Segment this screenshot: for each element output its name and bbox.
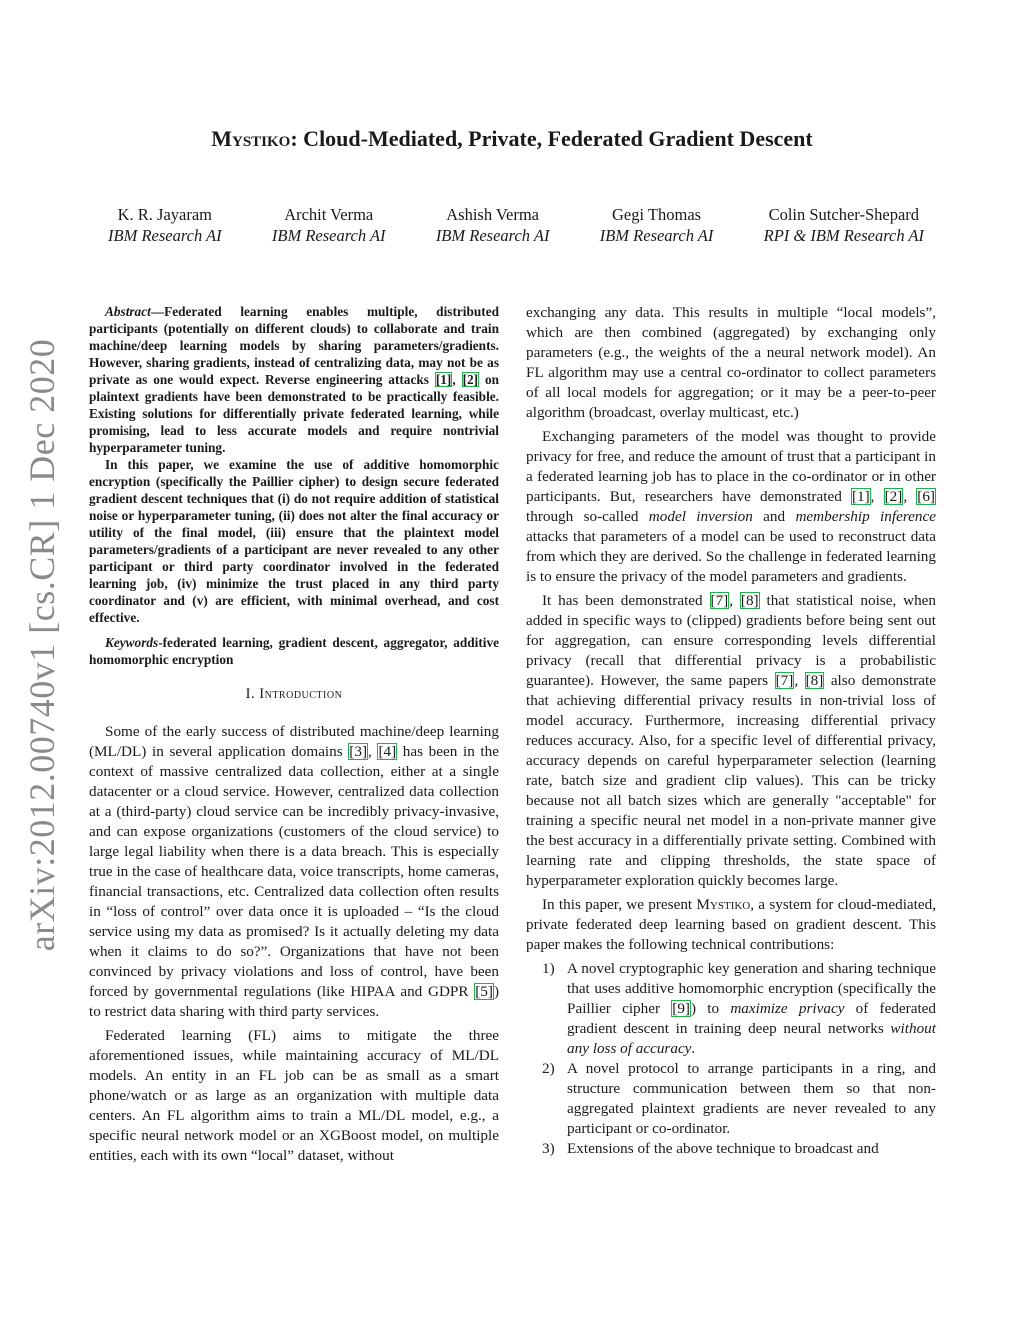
author-affiliation: IBM Research AI bbox=[599, 226, 714, 245]
author-name: Ashish Verma bbox=[446, 205, 539, 224]
citation-link[interactable]: [7] bbox=[710, 592, 729, 609]
arxiv-stamp bbox=[14, 338, 70, 952]
emphasis: maximize privacy bbox=[730, 1000, 845, 1017]
citation-link[interactable]: [5] bbox=[475, 983, 493, 1000]
separator: , bbox=[794, 672, 805, 689]
abstract-paragraph bbox=[89, 303, 499, 456]
list-number: 2) bbox=[542, 1060, 555, 1077]
citation-link[interactable]: [6] bbox=[917, 488, 935, 505]
section-heading bbox=[89, 684, 499, 704]
body-text: Extensions of the above technique to broadcast and bbox=[567, 1140, 879, 1157]
separator: , bbox=[729, 592, 740, 609]
citation-link[interactable]: [1] bbox=[851, 488, 870, 505]
author-name: Gegi Thomas bbox=[612, 205, 702, 224]
citation-link[interactable]: [8] bbox=[740, 592, 759, 609]
abstract-paragraph: In this paper, we examine the use of additive homomorphic encryption (specifically the Paillier cipher) to design secure federated gradient descent techniques that (i) do not require addition of statistical noise or hyperparameter tuning, (ii) does not alter the final accuracy or utility of the final model, (iii) ensure that the plaintext model parameters/gradients of a participant are never revealed to any other participant or third party coordinator involved in the federated learning job, (iv) minimize the trust placed in any third party coordinator and (v) are efficient, with minimal overhead, and cost effective. bbox=[89, 457, 499, 625]
body-paragraph: exchanging any data. This results in multiple “local models”, which are then combined (aggregated) by exchanging only parameters (e.g., the weights of the a neural network model). An FL algorithm may use a central co-ordinator to collect parameters of all local models for aggregation; or it may be a peer-to-peer algorithm (broadcast, overlay multicast, etc.) bbox=[526, 304, 936, 421]
body-paragraph bbox=[89, 722, 499, 1022]
body-text: that statistical noise, when added in specific ways to (clipped) gradients before being sent out for aggregation, can ensure corresponding levels differential privacy (recall that differential privacy is a probabilistic guarantee). However, the same papers bbox=[526, 592, 937, 689]
emphasis: without any loss of accuracy bbox=[567, 1020, 936, 1057]
list-number: 1) bbox=[542, 960, 555, 977]
keywords-text: -federated learning, gradient descent, aggregator, additive homomorphic encryption bbox=[89, 635, 499, 667]
citation-link[interactable]: [3] bbox=[349, 743, 368, 760]
body-text: A novel protocol to arrange participants in a ring, and structure communication between them so that non-aggregated plaintext gradients are never revealed to any participant or co-ordinator. bbox=[567, 1060, 936, 1137]
body-text: , a system for cloud-mediated, private federated deep learning based on gradient descent. This paper makes the following technical contributions: bbox=[526, 896, 936, 953]
contribution-list bbox=[526, 959, 936, 1159]
system-name: Mystiko bbox=[696, 896, 751, 913]
body-text: ) to bbox=[690, 1000, 731, 1017]
body-paragraph bbox=[526, 895, 936, 955]
body-text: It has been demonstrated bbox=[542, 592, 710, 609]
body-text: A novel cryptographic key generation and sharing technique that uses additive homomorphic encryption (specifically the Paillier cipher bbox=[567, 960, 936, 1017]
citation-link[interactable]: [2] bbox=[462, 372, 479, 387]
body-text: ) to restrict data sharing with third party services. bbox=[89, 983, 499, 1020]
body-text: Some of the early success of distributed machine/deep learning (ML/DL) in several application domains bbox=[89, 723, 499, 760]
author bbox=[436, 204, 550, 246]
author-affiliation: IBM Research AI bbox=[108, 226, 222, 245]
author bbox=[108, 204, 222, 246]
title-system-name: Mystiko bbox=[211, 126, 291, 151]
list-item bbox=[526, 1139, 936, 1159]
left-column bbox=[89, 303, 499, 1166]
citation-link[interactable]: [7] bbox=[775, 672, 794, 689]
body-text: has been in the context of massive centralized data collection, either at a single datacenter or a cloud service. However, centralized data collection at a (third-party) cloud service can be incredibly privacy-invasive, and can expose organizations (customers of the cloud service) to large legal liability when there is a data breach. This is especially true in the case of healthcare data, voice transcripts, home cameras, financial transactions, etc. Centralized data collection often results in “loss of control” over data once it is uploaded – “Is the cloud service using my data as promised? Is it actually deleting my data when it claims to do so?”. Organizations that have not been convinced by privacy violations and loss of control, have been forced by governmental regulations (like HIPAA and GDPR bbox=[89, 743, 499, 1000]
body-text: In this paper, we present bbox=[542, 896, 697, 913]
author bbox=[600, 204, 714, 246]
title-rest: : Cloud-Mediated, Private, Federated Gradient Descent bbox=[290, 126, 813, 151]
body-text: through so-called bbox=[526, 508, 649, 525]
body-text: of federated gradient descent in training deep neural networks bbox=[567, 1000, 937, 1037]
citation-link[interactable]: [1] bbox=[435, 372, 452, 387]
separator: , bbox=[870, 488, 884, 505]
abstract-text: Federated learning enables multiple, distributed participants (potentially on different clouds) to collaborate and train machine/deep learning models by sharing parameters/gradients. However, sharing gradients, instead of centralizing data, may not be as private as one would expect. Reverse engineering attacks bbox=[89, 304, 499, 387]
section-number: I. bbox=[245, 686, 256, 702]
author-name: Colin Sutcher-Shepard bbox=[768, 205, 920, 224]
author-affiliation: IBM Research AI bbox=[271, 226, 386, 245]
citation-link[interactable]: [9] bbox=[672, 1000, 690, 1017]
citation-link[interactable]: [2] bbox=[884, 488, 903, 505]
author bbox=[272, 204, 386, 246]
arxiv-stamp-text: arXiv:2012.00740v1 [cs.CR] 1 Dec 2020 bbox=[22, 338, 63, 952]
author-affiliation: RPI & IBM Research AI bbox=[763, 226, 924, 245]
body-text: attacks that parameters of a model can be used to reconstruct data from which they are derived. So the challenge in federated learning is to ensure the privacy of the model parameters and gradients. bbox=[526, 528, 936, 585]
right-column bbox=[526, 303, 936, 1159]
abstract-label: Abstract bbox=[105, 304, 151, 319]
author bbox=[764, 204, 924, 246]
abstract-text: on plaintext gradients have been demonstrated to be practically feasible. Existing solutions for differentially private federated learning, while promising, lead to less accurate models and require nontrivial hyperparameter tuning. bbox=[89, 372, 500, 455]
emphasis: membership inference bbox=[795, 508, 936, 525]
author-list bbox=[108, 204, 924, 246]
abstract-dash: — bbox=[150, 304, 165, 319]
separator: , bbox=[903, 488, 917, 505]
author-name: K. R. Jayaram bbox=[117, 205, 213, 224]
citation-link[interactable]: [4] bbox=[378, 743, 397, 760]
body-text: and bbox=[752, 508, 796, 525]
body-text: also demonstrate that achieving differential privacy results in non-trivial loss of model accuracy. Furthermore, increasing differential privacy reduces accuracy. Also, for a specific level of differential privacy, accuracy depends on careful hyperparameter selection (learning rate, batch size and gradient clip values). This can be tricky because not all batch sizes which are generally "acceptable" for training a specific neural net model in a non-private manner give the best accuracy in a differentially private setting. Combined with learning rate and clipping thresholds, the state space of hyperparameter exploration quickly becomes large. bbox=[526, 672, 937, 889]
citation-link[interactable]: [8] bbox=[805, 672, 824, 689]
list-item bbox=[526, 959, 936, 1059]
emphasis: model inversion bbox=[648, 508, 753, 525]
body-text: Exchanging parameters of the model was thought to provide privacy for free, and reduce the amount of trust that a participant in a federated learning job has to place in the co-ordinator or in other participants. But, researchers have demonstrated bbox=[526, 428, 936, 505]
body-paragraph: Federated learning (FL) aims to mitigate the three aforementioned issues, while maintaining accuracy of ML/DL models. An entity in an FL job can be as small as a smart phone/watch or as large as an organization with multiple data centers. An FL algorithm aims to train a ML/DL model, e.g., a specific neural network model or an XGBoost model, on multiple entities, each with its own “local” dataset, without bbox=[89, 1027, 499, 1164]
body-paragraph bbox=[526, 591, 936, 891]
body-text: . bbox=[691, 1040, 696, 1057]
separator: , bbox=[452, 372, 462, 387]
keywords-label: Keywords bbox=[105, 635, 159, 650]
author-name: Archit Verma bbox=[284, 205, 374, 224]
author-affiliation: IBM Research AI bbox=[435, 226, 550, 245]
abstract bbox=[89, 303, 499, 626]
section-title: Introduction bbox=[259, 686, 343, 702]
separator: , bbox=[368, 743, 378, 760]
keywords bbox=[89, 634, 499, 668]
paper-title bbox=[0, 126, 1024, 152]
list-item bbox=[526, 1059, 936, 1139]
list-number: 3) bbox=[542, 1140, 555, 1157]
body-paragraph bbox=[526, 427, 936, 587]
